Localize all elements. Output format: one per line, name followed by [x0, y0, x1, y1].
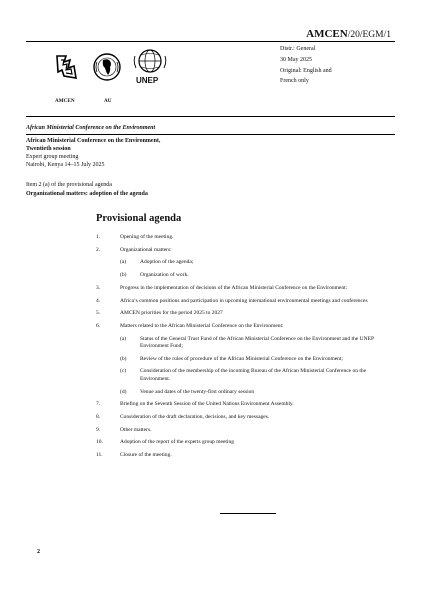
- original-line: Original: English and French only: [280, 68, 332, 84]
- agenda-list: [0, 234, 425, 465]
- agenda-item-reference: [26, 181, 148, 199]
- masthead-rule: [26, 116, 395, 117]
- distribution-block: [280, 44, 332, 87]
- date-line: 30 May 2025: [280, 57, 312, 63]
- agenda-item: 6. Matters related to the African Ministerial Conference on the Environment:: [96, 322, 284, 329]
- unep-wordmark: UNEP: [136, 76, 159, 85]
- item-ref: Item 2 (a) of the provisional agenda: [26, 182, 112, 188]
- agenda-subitem: (d) Venue and dates of the twenty-first ordinary session: [120, 388, 255, 395]
- session-block: [26, 137, 160, 169]
- agenda-item: 1. Opening of the meeting.: [96, 234, 174, 240]
- agenda-item: 10. Adoption of the report of the experts group meeting: [96, 439, 234, 446]
- header-rule: [26, 41, 395, 42]
- item-title: Organizational matters: adoption of the agenda: [26, 191, 148, 197]
- amcen-logo-icon: [52, 52, 82, 82]
- agenda-item: 11. Closure of the meeting.: [96, 452, 172, 459]
- agenda-item: 7. Briefing on the Seventh Session of the United Nations Environment Assembly.: [96, 401, 294, 408]
- distr-line: Distr.: General: [280, 46, 316, 52]
- agenda-item: 8. Consideration of the draft declaration, decisions, and key messages.: [96, 413, 270, 420]
- conference-title: African Ministerial Conference on the Environment: [26, 125, 156, 131]
- page-number: 2: [37, 549, 40, 555]
- agenda-item: 2. Organizational matters:: [96, 246, 172, 253]
- session-line-2: Twentieth session: [26, 146, 71, 152]
- agenda-subitem: (c) Consideration of the membership of the incoming Bureau of the African Ministerial Conference on the Environment.: [120, 368, 367, 382]
- document-symbol: AMCEN/20/EGM/1: [306, 28, 391, 40]
- session-line-1: African Ministerial Conference on the Environment,: [26, 138, 161, 144]
- agenda-subitem: (b) Review of the rules of procedure of the African Ministerial Conference on the Environment;: [120, 355, 343, 362]
- amcen-label: AMCEN: [55, 98, 75, 104]
- agenda-subitem: (a) Status of the General Trust Fund of the African Ministerial Conference on the Environment and the UNEP Environment Fund;: [120, 335, 374, 350]
- agenda-item: 5. AMCEN priorities for the period 2025 to 2027: [96, 310, 223, 317]
- agenda-subitem: (b) Organization of work.: [120, 272, 189, 279]
- session-line-3: Expert group meeting: [26, 154, 79, 160]
- agenda-item: 3. Progress in the implementation of decisions of the African Ministerial Conference on the Environment:: [96, 284, 348, 291]
- agenda-item: 4. Africa’s common positions and participation in upcoming international environmental meetings and conferences: [96, 297, 368, 304]
- end-separator: [220, 513, 276, 514]
- au-emblem-icon: [92, 52, 122, 82]
- unep-logo-icon: [133, 48, 167, 76]
- au-label: AU: [104, 98, 112, 104]
- session-line-4: Nairobi, Kenya 14–15 July 2025: [26, 162, 105, 168]
- agenda-subitem: (a) Adoption of the agenda;: [120, 259, 194, 266]
- title-rule: [26, 134, 395, 135]
- agenda-heading: Provisional agenda: [96, 213, 182, 224]
- agenda-item: 9. Other matters.: [96, 426, 152, 433]
